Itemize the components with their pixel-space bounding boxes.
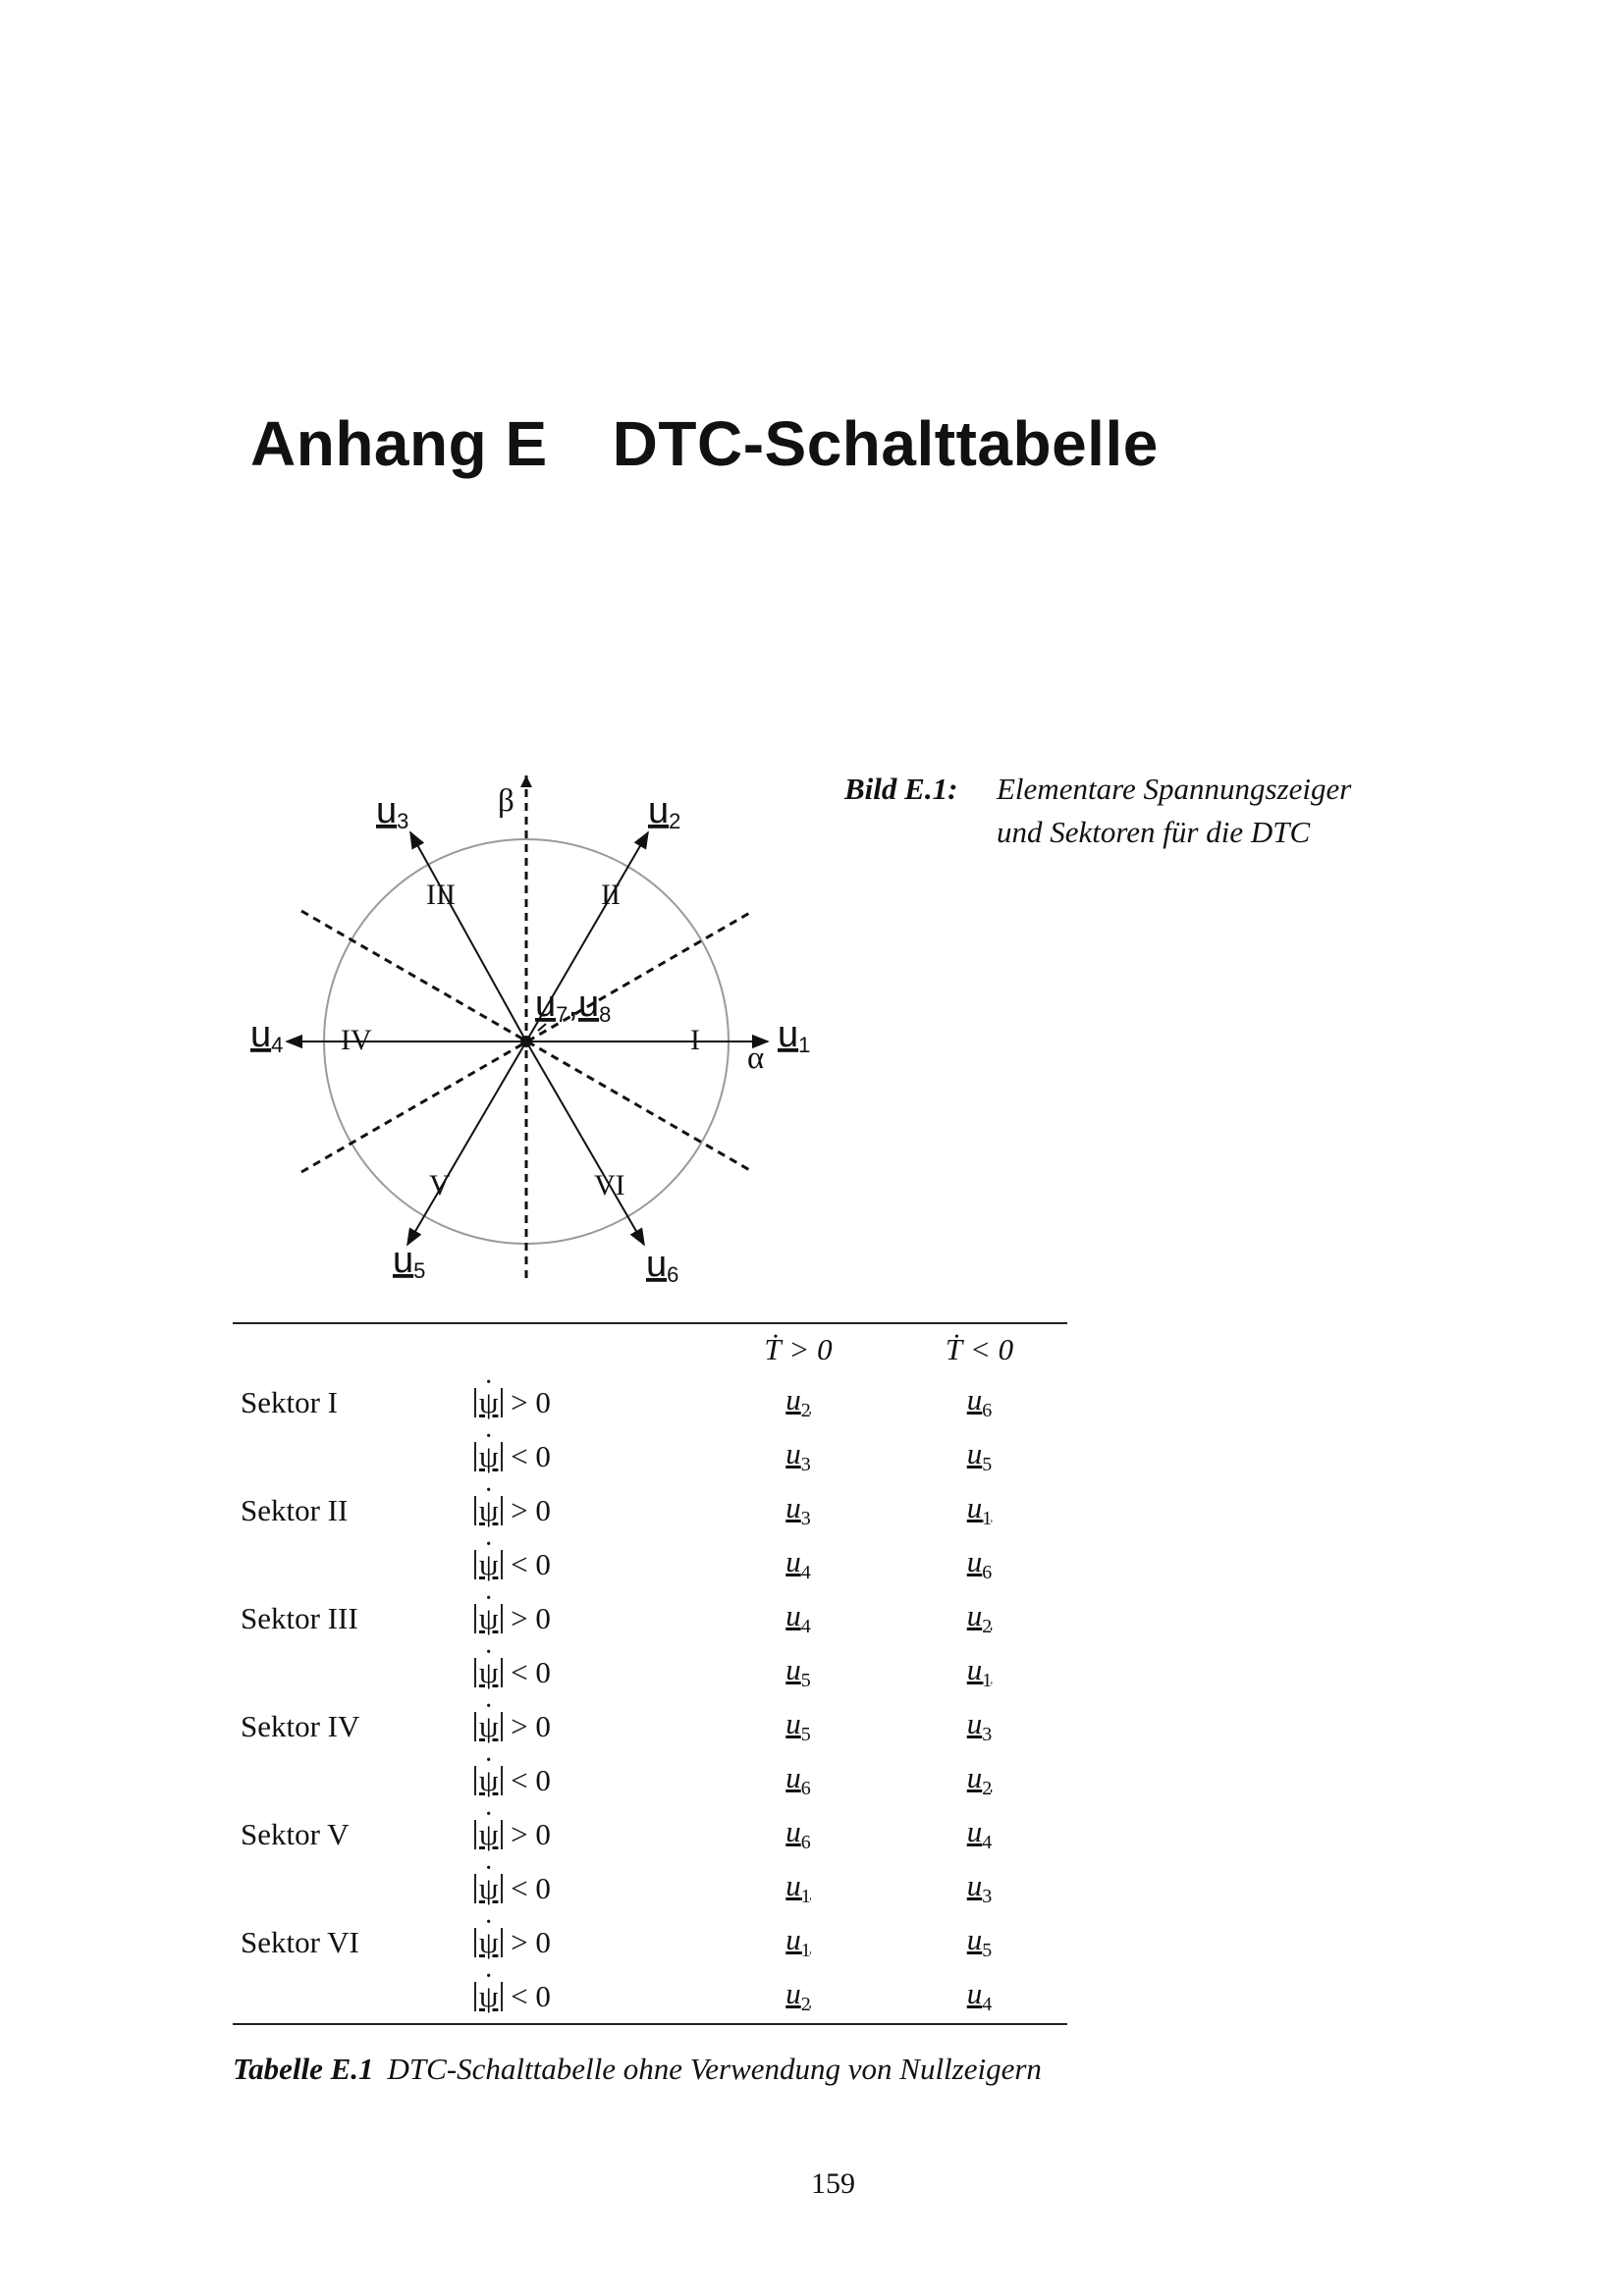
vector-u6-arrow xyxy=(526,1041,644,1245)
vector-label-u6: u6 xyxy=(646,1244,679,1287)
sector-label-V: V xyxy=(429,1169,451,1201)
flux-condition-cell xyxy=(457,1807,705,1861)
vector-symbol: u xyxy=(966,1759,983,1794)
vector-symbol: u xyxy=(785,1435,801,1470)
voltage-vector xyxy=(966,1597,993,1638)
torque-positive-cell xyxy=(705,1807,892,1861)
voltage-vector xyxy=(785,1543,811,1584)
vector-index: 4 xyxy=(800,1562,811,1584)
vector-symbol: u xyxy=(785,1597,801,1632)
flux-derivative-magnitude xyxy=(474,1654,503,1689)
table-row xyxy=(233,1591,1067,1645)
table-caption-label: Tabelle E.1 xyxy=(233,2052,374,2086)
voltage-vector xyxy=(785,1435,811,1476)
table-caption-text: DTC-Schalttabelle ohne Verwendung von Nullzeigern xyxy=(387,2052,1042,2086)
origin-point xyxy=(520,1036,532,1047)
sector-cell xyxy=(233,1969,457,2024)
table-header-torque-positive: Ṫ > 0 xyxy=(764,1332,833,1366)
dtc-switching-table xyxy=(233,1322,1067,2025)
table-row xyxy=(233,1753,1067,1807)
vector-label-u1: u1 xyxy=(778,1014,811,1057)
voltage-vector xyxy=(966,1867,993,1908)
flux-condition-value: < 0 xyxy=(511,1654,551,1689)
sector-cell: Sektor V xyxy=(241,1816,350,1851)
appendix-title: DTC-Schalttabelle xyxy=(612,408,1159,479)
voltage-vector xyxy=(785,1975,811,2016)
psi-symbol: · ψ xyxy=(479,1982,498,2011)
flux-condition-cell xyxy=(457,1429,705,1483)
voltage-vector xyxy=(966,1489,993,1530)
vector-symbol: u xyxy=(966,1597,983,1632)
table-row xyxy=(233,1969,1067,2024)
table-row xyxy=(233,1699,1067,1753)
vector-label-u5: u5 xyxy=(393,1240,426,1283)
torque-negative-cell xyxy=(892,1537,1067,1591)
vector-symbol: u xyxy=(785,1381,801,1416)
torque-negative-cell xyxy=(892,1591,1067,1645)
vector-index: 3 xyxy=(800,1454,811,1476)
torque-positive-cell xyxy=(705,1483,892,1537)
voltage-vector xyxy=(966,1381,993,1422)
sector-cell xyxy=(233,1429,457,1483)
sector-cell xyxy=(233,1861,457,1915)
vector-label-u4: u4 xyxy=(250,1014,284,1057)
flux-condition-value: < 0 xyxy=(511,1870,551,1905)
psi-symbol: · ψ xyxy=(479,1712,498,1741)
vector-u3-arrow xyxy=(410,832,526,1041)
zero-vector-pointer xyxy=(538,1024,546,1031)
voltage-vector xyxy=(966,1543,993,1584)
flux-condition-value: > 0 xyxy=(511,1708,551,1743)
table-row xyxy=(233,1429,1067,1483)
vector-index: 2 xyxy=(800,1400,811,1422)
sector-cell: Sektor I xyxy=(241,1384,339,1419)
voltage-vector xyxy=(785,1489,811,1530)
voltage-vector xyxy=(966,1759,993,1800)
flux-condition-cell xyxy=(457,1375,705,1429)
vector-symbol: u xyxy=(966,1975,983,2010)
figure-caption-line-2: und Sektoren für die DTC xyxy=(997,815,1311,849)
psi-symbol: · ψ xyxy=(479,1658,498,1687)
vector-symbol: u xyxy=(785,1543,801,1578)
flux-derivative-magnitude xyxy=(474,1870,503,1905)
torque-negative-cell xyxy=(892,1429,1067,1483)
flux-derivative-magnitude xyxy=(474,1546,503,1581)
vector-index: 2 xyxy=(800,1994,811,2016)
vector-symbol: u xyxy=(785,1921,801,1956)
vector-index: 1 xyxy=(800,1940,811,1962)
table-row xyxy=(233,1483,1067,1537)
torque-positive-cell xyxy=(705,1915,892,1969)
table-header-row xyxy=(233,1323,1067,1375)
torque-negative-cell xyxy=(892,1645,1067,1699)
psi-symbol: · ψ xyxy=(479,1550,498,1579)
sector-cell: Sektor VI xyxy=(241,1924,359,1959)
vector-index: 6 xyxy=(982,1400,993,1422)
flux-derivative-magnitude xyxy=(474,1762,503,1797)
table-header-empty xyxy=(457,1323,705,1375)
flux-condition-value: > 0 xyxy=(511,1384,551,1419)
vector-u5-arrow xyxy=(407,1041,526,1245)
flux-condition-cell xyxy=(457,1645,705,1699)
vector-index: 6 xyxy=(800,1778,811,1800)
psi-symbol: · ψ xyxy=(479,1442,498,1471)
torque-positive-cell xyxy=(705,1861,892,1915)
flux-condition-cell xyxy=(457,1915,705,1969)
torque-positive-cell xyxy=(705,1591,892,1645)
torque-negative-cell xyxy=(892,1969,1067,2024)
voltage-vector xyxy=(785,1705,811,1746)
vector-label-u3: u3 xyxy=(376,790,409,833)
table-body xyxy=(233,1375,1067,2024)
voltage-vector xyxy=(785,1813,811,1854)
table-row xyxy=(233,1861,1067,1915)
vector-index: 4 xyxy=(982,1994,993,2016)
vector-index: 3 xyxy=(982,1886,993,1908)
table-row xyxy=(233,1915,1067,1969)
table-header-empty xyxy=(233,1323,457,1375)
vector-index: 4 xyxy=(800,1616,811,1638)
flux-condition-value: < 0 xyxy=(511,1546,551,1581)
flux-derivative-magnitude xyxy=(474,1438,503,1473)
flux-condition-value: > 0 xyxy=(511,1924,551,1959)
torque-negative-cell xyxy=(892,1861,1067,1915)
voltage-vector xyxy=(966,1705,993,1746)
table-row xyxy=(233,1807,1067,1861)
flux-condition-cell xyxy=(457,1483,705,1537)
flux-condition-cell xyxy=(457,1699,705,1753)
voltage-vector xyxy=(785,1921,811,1962)
vector-symbol: u xyxy=(785,1489,801,1524)
sector-label-VI: VI xyxy=(594,1169,625,1201)
flux-derivative-magnitude xyxy=(474,1924,503,1959)
torque-negative-cell xyxy=(892,1807,1067,1861)
flux-condition-value: < 0 xyxy=(511,1438,551,1473)
flux-condition-cell xyxy=(457,1537,705,1591)
sector-cell: Sektor IV xyxy=(241,1708,360,1743)
psi-symbol: · ψ xyxy=(479,1604,498,1633)
vector-symbol: u xyxy=(785,1813,801,1848)
psi-symbol: · ψ xyxy=(479,1820,498,1849)
psi-symbol: · ψ xyxy=(479,1496,498,1525)
vector-index: 2 xyxy=(982,1778,993,1800)
sector-label-II: II xyxy=(601,879,621,911)
torque-negative-cell xyxy=(892,1699,1067,1753)
torque-positive-cell xyxy=(705,1537,892,1591)
vector-label-u7-u8: u7,u8 xyxy=(535,984,612,1027)
vector-index: 5 xyxy=(982,1940,993,1962)
vector-index: 5 xyxy=(800,1724,811,1746)
vector-symbol: u xyxy=(966,1921,983,1956)
table-caption xyxy=(233,2052,1042,2087)
vector-symbol: u xyxy=(966,1435,983,1470)
sector-cell xyxy=(233,1753,457,1807)
vector-symbol: u xyxy=(785,1867,801,1902)
sector-cell xyxy=(233,1645,457,1699)
vector-index: 3 xyxy=(800,1508,811,1530)
flux-condition-value: > 0 xyxy=(511,1600,551,1635)
torque-negative-cell xyxy=(892,1753,1067,1807)
voltage-vector xyxy=(785,1381,811,1422)
beta-axis-arrow xyxy=(520,775,532,787)
figure-caption-label: Bild E.1: xyxy=(844,772,958,806)
flux-condition-value: < 0 xyxy=(511,1762,551,1797)
psi-symbol: · ψ xyxy=(479,1766,498,1795)
flux-condition-cell xyxy=(457,1591,705,1645)
sector-label-III: III xyxy=(426,879,456,911)
flux-condition-cell xyxy=(457,1753,705,1807)
page-number: 159 xyxy=(811,2167,855,2200)
table-header-torque-negative: Ṫ < 0 xyxy=(945,1332,1014,1366)
vector-symbol: u xyxy=(966,1867,983,1902)
vector-index: 5 xyxy=(982,1454,993,1476)
table-row xyxy=(233,1645,1067,1699)
voltage-vector xyxy=(966,1435,993,1476)
table-row xyxy=(233,1537,1067,1591)
vector-symbol: u xyxy=(966,1651,983,1686)
flux-derivative-magnitude xyxy=(474,1978,503,2013)
flux-derivative-magnitude xyxy=(474,1816,503,1851)
flux-condition-cell xyxy=(457,1861,705,1915)
flux-condition-value: < 0 xyxy=(511,1978,551,2013)
vector-index: 1 xyxy=(800,1886,811,1908)
psi-symbol: · ψ xyxy=(479,1874,498,1903)
flux-condition-value: > 0 xyxy=(511,1492,551,1527)
flux-condition-cell xyxy=(457,1969,705,2024)
flux-derivative-magnitude xyxy=(474,1384,503,1419)
psi-symbol: · ψ xyxy=(479,1928,498,1957)
voltage-vector xyxy=(785,1867,811,1908)
torque-positive-cell xyxy=(705,1429,892,1483)
vector-index: 1 xyxy=(982,1670,993,1692)
voltage-vector xyxy=(966,1651,993,1692)
table-row xyxy=(233,1375,1067,1429)
flux-derivative-magnitude xyxy=(474,1600,503,1635)
flux-derivative-magnitude xyxy=(474,1708,503,1743)
vector-index: 6 xyxy=(800,1832,811,1854)
vector-index: 1 xyxy=(982,1508,993,1530)
torque-positive-cell xyxy=(705,1645,892,1699)
sector-label-IV: IV xyxy=(341,1024,372,1056)
vector-index: 2 xyxy=(982,1616,993,1638)
voltage-vector xyxy=(966,1813,993,1854)
voltage-vector xyxy=(966,1975,993,2016)
torque-negative-cell xyxy=(892,1915,1067,1969)
torque-positive-cell xyxy=(705,1375,892,1429)
torque-negative-cell xyxy=(892,1375,1067,1429)
sector-cell: Sektor II xyxy=(241,1492,349,1527)
vector-symbol: u xyxy=(785,1975,801,2010)
vector-label-u2: u2 xyxy=(648,790,681,833)
vector-symbol: u xyxy=(966,1543,983,1578)
torque-positive-cell xyxy=(705,1699,892,1753)
torque-positive-cell xyxy=(705,1969,892,2024)
vector-symbol: u xyxy=(785,1651,801,1686)
vector-symbol: u xyxy=(966,1813,983,1848)
vector-index: 3 xyxy=(982,1724,993,1746)
vector-symbol: u xyxy=(785,1759,801,1794)
flux-condition-value: > 0 xyxy=(511,1816,551,1851)
figure-caption-line-1: Elementare Spannungszeiger xyxy=(997,772,1352,806)
torque-negative-cell xyxy=(892,1483,1067,1537)
sector-label-I: I xyxy=(690,1024,700,1056)
sector-cell xyxy=(233,1537,457,1591)
psi-symbol: · ψ xyxy=(479,1388,498,1417)
alpha-axis-label: α xyxy=(747,1041,765,1076)
figure-caption-text xyxy=(997,768,1351,854)
vector-symbol: u xyxy=(966,1705,983,1740)
vector-symbol: u xyxy=(966,1489,983,1524)
vector-symbol: u xyxy=(785,1705,801,1740)
flux-derivative-magnitude xyxy=(474,1492,503,1527)
vector-index: 6 xyxy=(982,1562,993,1584)
vector-index: 4 xyxy=(982,1832,993,1854)
voltage-vector xyxy=(966,1921,993,1962)
torque-positive-cell xyxy=(705,1753,892,1807)
voltage-vector xyxy=(785,1759,811,1800)
vector-index: 5 xyxy=(800,1670,811,1692)
beta-axis-label: β xyxy=(498,783,514,819)
sector-cell: Sektor III xyxy=(241,1600,358,1635)
voltage-vector xyxy=(785,1651,811,1692)
vector-symbol: u xyxy=(966,1381,983,1416)
appendix-number: Anhang E xyxy=(250,408,548,479)
voltage-vector xyxy=(785,1597,811,1638)
